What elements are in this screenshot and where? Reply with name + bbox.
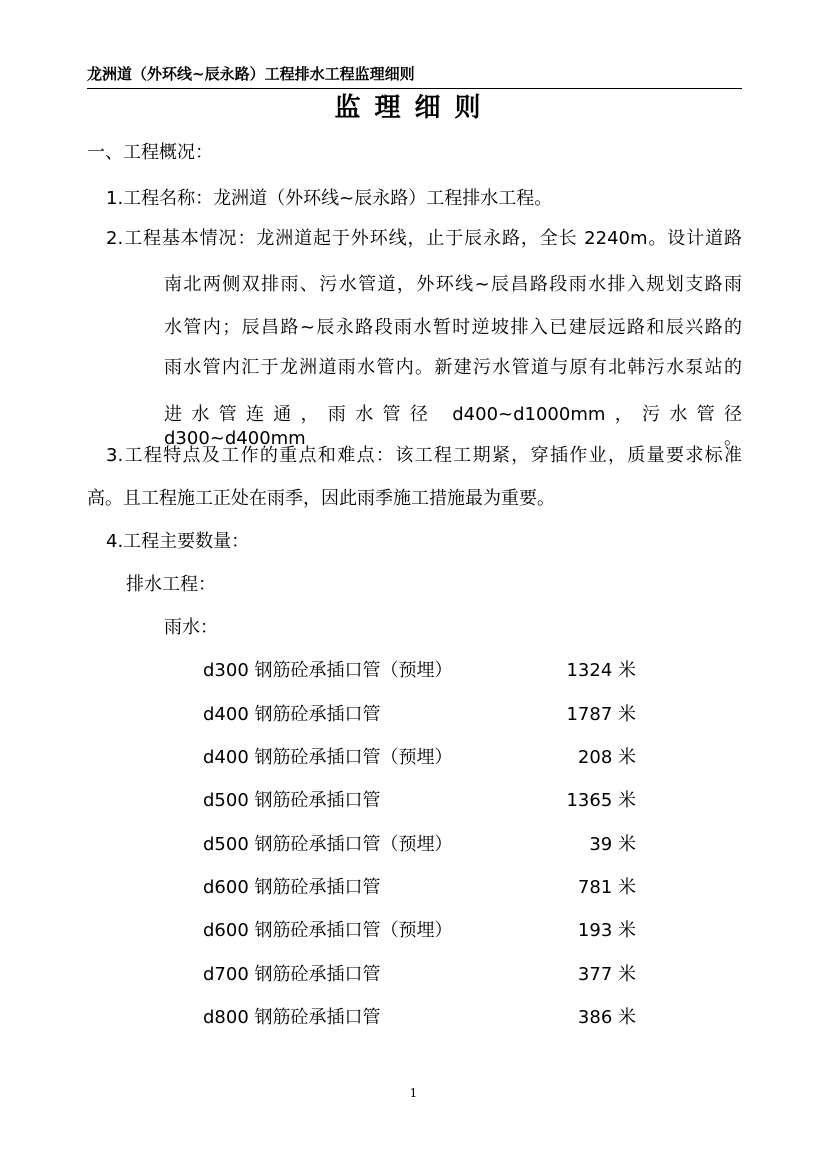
basic-info-line-5: 进水管连通，雨水管径 d400~d1000mm，污水管径 d300~d400mm。 [164,404,742,449]
pipe-quantity: 1365 米 [566,790,636,811]
page-number: 1 [409,1086,418,1100]
project-name-item: 1.工程名称：龙洲道（外环线~辰永路）工程排水工程。 [106,188,553,209]
key-points-line-1: 3.工程特点及工作的重点和难点：该工程工期紧，穿插作业，质量要求标准 [106,445,742,466]
pipe-quantity: 1324 米 [566,660,636,681]
key-points-line-2: 高。且工程施工正处在雨季，因此雨季施工措施最为重要。 [87,488,555,509]
list-item [203,876,636,900]
pipe-name: d600 钢筋砼承插口管（预埋） [203,920,453,941]
pipe-quantity: 208 米 [577,747,636,768]
basic-info-line-1: 2.工程基本情况：龙洲道起于外环线，止于辰永路，全长 2240m。设计道路 [106,228,742,249]
pipe-name: d400 钢筋砼承插口管 [203,704,381,725]
pipe-quantity: 386 米 [577,1007,636,1028]
list-item [203,919,636,943]
pipe-quantity: 781 米 [577,877,636,898]
drainage-label: 排水工程： [126,574,216,595]
list-item [203,1006,636,1030]
basic-info-line-4: 雨水管内汇于龙洲道雨水管内。新建污水管道与原有北韩污水泵站的 [164,357,742,378]
pipe-quantity: 193 米 [577,920,636,941]
pipe-quantity: 377 米 [577,964,636,985]
section-heading: 一、工程概况： [87,142,213,163]
pipe-name: d500 钢筋砼承插口管 [203,790,381,811]
pipe-name: d300 钢筋砼承插口管（预埋） [203,660,453,681]
pipe-name: d800 钢筋砼承插口管 [203,1007,381,1028]
pipe-quantity: 1787 米 [566,704,636,725]
basic-info-line-3: 水管内；辰昌路~辰永路段雨水暂时逆坡排入已建辰远路和辰兴路的 [164,317,742,338]
rain-label: 雨水： [164,617,218,638]
document-title: 监理细则 [334,93,495,123]
running-header: 龙洲道（外环线~辰永路）工程排水工程监理细则 [87,65,415,83]
list-item [203,659,636,683]
pipe-name: d600 钢筋砼承插口管 [203,877,381,898]
quantities-item: 4.工程主要数量： [106,531,250,552]
list-item [203,789,636,813]
pipe-name: d500 钢筋砼承插口管（预埋） [203,834,453,855]
list-item [203,746,636,770]
list-item [203,703,636,727]
list-item [203,833,636,857]
list-item [203,963,636,987]
basic-info-line-2: 南北两侧双排雨、污水管道，外环线~辰昌路段雨水排入规划支路雨 [164,274,742,295]
pipe-name: d700 钢筋砼承插口管 [203,964,381,985]
pipe-name: d400 钢筋砼承插口管（预埋） [203,747,453,768]
pipe-quantity: 39 米 [589,834,636,855]
